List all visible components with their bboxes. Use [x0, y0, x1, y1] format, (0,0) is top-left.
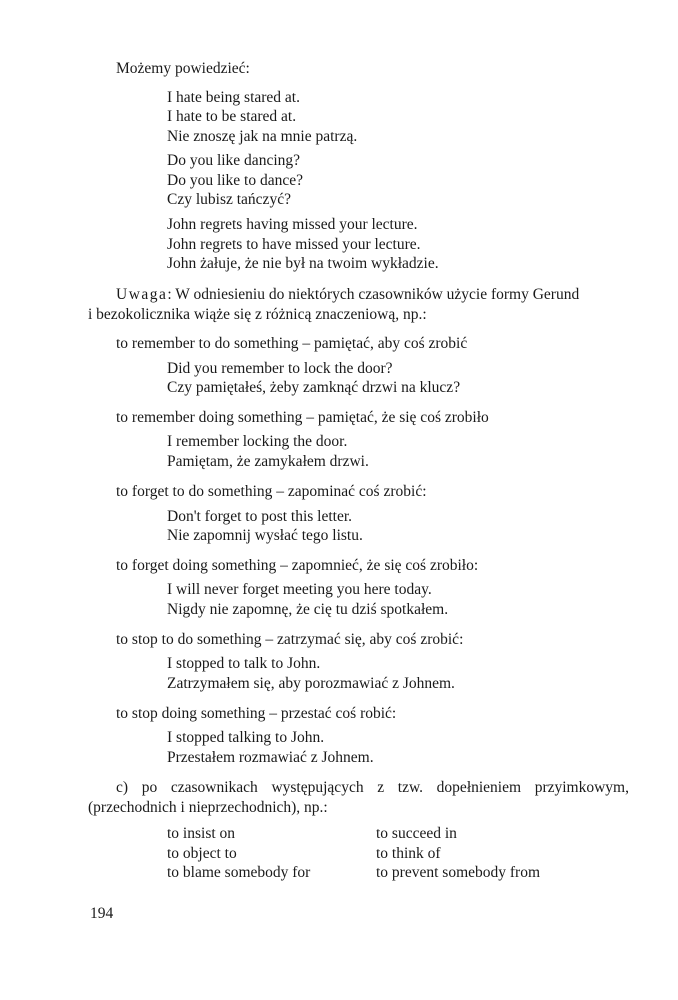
example-line: John regrets to have missed your lecture.: [167, 236, 421, 253]
example-line: Did you remember to lock the door?: [167, 360, 393, 377]
example-line: Do you like to dance?: [167, 172, 304, 189]
note-line-2: i bezokolicznika wiąże się z różnicą znaczeniową, np.:: [88, 306, 427, 323]
page-number: 194: [90, 905, 114, 922]
verb-left: to blame somebody for: [167, 864, 311, 881]
intro-line: Możemy powiedzieć:: [116, 60, 250, 77]
entry-heading: to forget doing something – zapomnieć, że się coś zrobiło:: [116, 557, 479, 574]
entry-heading: to remember to do something – pamiętać, aby coś zrobić: [116, 335, 468, 352]
section-c-line-2: (przechodnich i nieprzechodnich), np.:: [88, 799, 328, 816]
entry-heading: to stop to do something – zatrzymać się, aby coś zrobić:: [116, 631, 464, 648]
section-c-text: c) po czasownikach występujących z tzw. dopełnieniem przyimkowym,: [116, 779, 629, 796]
note-line-1: [116, 285, 579, 305]
example-line: John żałuje, że nie był na twoim wykładzie.: [167, 255, 439, 272]
entry-heading: to forget to do something – zapominać coś zrobić:: [116, 483, 427, 500]
verb-right: to think of: [376, 845, 441, 862]
example-line: Zatrzymałem się, aby porozmawiać z Johnem.: [167, 675, 455, 692]
example-line: I will never forget meeting you here today.: [167, 581, 432, 598]
example-line: John regrets having missed your lecture.: [167, 216, 418, 233]
note-label: Uwaga: [116, 286, 168, 303]
example-line: I remember locking the door.: [167, 433, 348, 450]
example-line: Czy lubisz tańczyć?: [167, 191, 291, 208]
example-line: I hate being stared at.: [167, 89, 300, 106]
example-line: I stopped to talk to John.: [167, 655, 321, 672]
example-line: Nigdy nie zapomnę, że cię tu dziś spotkałem.: [167, 601, 449, 618]
example-line: Do you like dancing?: [167, 152, 301, 169]
verb-right: to prevent somebody from: [376, 864, 541, 881]
verb-right: to succeed in: [376, 825, 457, 842]
entry-heading: to remember doing something – pamiętać, że się coś zrobiło: [116, 409, 489, 426]
example-line: Przestałem rozmawiać z Johnem.: [167, 749, 374, 766]
example-line: I hate to be stared at.: [167, 108, 297, 125]
example-line: Czy pamiętałeś, żeby zamknąć drzwi na klucz?: [167, 379, 461, 396]
entry-heading: to stop doing something – przestać coś robić:: [116, 705, 397, 722]
verb-left: to object to: [167, 845, 237, 862]
example-line: Pamiętam, że zamykałem drzwi.: [167, 453, 369, 470]
section-c-line-1: [116, 778, 629, 798]
example-line: I stopped talking to John.: [167, 729, 325, 746]
example-line: Nie zapomnij wysłać tego listu.: [167, 527, 363, 544]
verb-left: to insist on: [167, 825, 236, 842]
note-text: : W odniesieniu do niektórych czasowników użycie formy Gerund: [167, 286, 580, 303]
example-line: Don't forget to post this letter.: [167, 508, 353, 525]
example-line: Nie znoszę jak na mnie patrzą.: [167, 128, 358, 145]
